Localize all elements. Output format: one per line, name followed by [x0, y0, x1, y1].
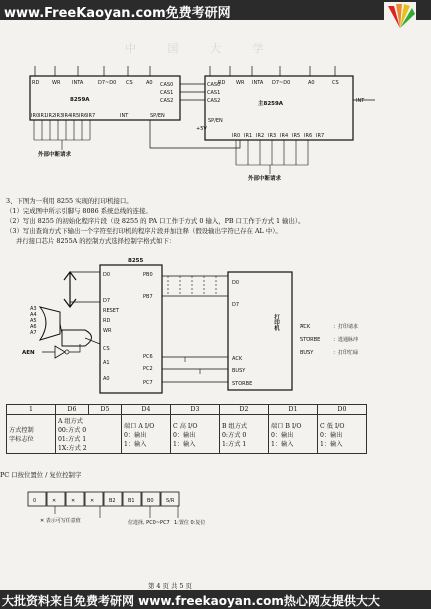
ppi-left-pin: CS — [103, 346, 110, 352]
ppi-right-pin: PC2 — [143, 366, 153, 372]
cascade-8259-diagram — [0, 60, 431, 190]
table-cell: A 组方式 00:方式 0 01:方式 1 1X:方式 2 — [56, 415, 122, 454]
ppi-right-pin: PB0 — [143, 272, 153, 278]
left-chip-cas-pin: CAS2 — [160, 98, 174, 104]
watermark-text: 中 国 大 学 — [125, 42, 278, 55]
table-cell: 端口 B I/O 0：输出 1：输入 — [269, 415, 318, 454]
left-chip-top-pin: A0 — [146, 80, 153, 86]
right-chip-spen: SP/EN — [208, 118, 223, 124]
left-chip-bottom-pin: IR6 — [79, 113, 88, 119]
pc-note-mid: 位选择, PC0~PC7 — [128, 520, 170, 526]
bottom-banner-text: 大批资料来自免费考研网 www.freekaoyan.com热心网友提供大大 — [2, 594, 380, 608]
legend-signal: ACK — [300, 324, 311, 330]
vcc-label: +5V — [196, 126, 207, 132]
table-cell: C 高 I/O 0：输出 1：输入 — [171, 415, 220, 454]
chip-8255-name: 8255 — [128, 258, 144, 264]
right-chip-bottom-pin: IR0 — [232, 133, 241, 139]
ppi-left-pin: A1 — [103, 360, 110, 366]
printer-pin: BUSY — [232, 368, 246, 374]
section-3-text — [6, 196, 426, 246]
table-cell: C 低 I/O 0：输出 1：输入 — [318, 415, 367, 454]
table-header-cell: D2 — [220, 405, 269, 415]
legend-description: ：打印忙碌 — [333, 350, 359, 356]
printer-pin: D7 — [232, 302, 240, 308]
right-chip-cas-pin: CAS1 — [207, 90, 221, 96]
right-chip-top-pin: INTA — [252, 80, 264, 86]
right-chip-bottom-pin: IR1 — [244, 133, 253, 139]
control-word-table — [6, 404, 367, 454]
left-chip-cas-pin: CAS0 — [160, 82, 174, 88]
legend-signal: STORBE — [300, 337, 321, 343]
legend-signal: BUSY — [300, 350, 314, 356]
ppi-right-pin: PC6 — [143, 354, 153, 360]
legend-description: ：打印请求 — [333, 324, 359, 330]
ppi-right-pin: PC7 — [143, 380, 153, 386]
bit-cell-label: ✕ — [90, 498, 95, 504]
left-chip-top-pin: WR — [52, 80, 61, 86]
section-3-title: 3、下图为一利用 8255 实现的打印机接口。 — [6, 197, 133, 205]
table-header-cell: D3 — [171, 405, 220, 415]
table-header-cell: D6 — [56, 405, 89, 415]
address-input-label: A6 — [30, 324, 37, 330]
table-cell: 端口 A I/O 0：输出 1：输入 — [122, 415, 171, 454]
ppi-left-pin: RD — [103, 318, 111, 324]
ppi-left-pin: RESET — [103, 308, 120, 314]
bit-cell-label: ✕ — [71, 498, 76, 504]
bit-cell-label: B1 — [128, 498, 135, 504]
left-chip-bottom-pin: IR3 — [55, 113, 64, 119]
right-chip-top-pin: CS — [332, 80, 339, 86]
left-chip-bottom-pin: IR4 — [63, 113, 72, 119]
address-input-label: A3 — [30, 306, 37, 312]
printer-name: 打印机 — [273, 314, 279, 331]
pc-note-right: 1:置位 0:复位 — [174, 520, 206, 526]
address-input-label: A7 — [30, 330, 37, 336]
printer-pin: D0 — [232, 280, 240, 286]
bit-cell-label: B0 — [147, 498, 154, 504]
right-chip-top-pin: RD — [218, 80, 226, 86]
bit-cell — [28, 492, 46, 506]
question-3: （3）写出查询方式下输出一个字符至打印机的程序片段并加注释（假设输出字符已存在 AL 中）。 — [6, 227, 282, 235]
right-chip-cas-pin: CAS2 — [207, 98, 221, 104]
printer-pin: STORBE — [232, 381, 253, 387]
table-cell: 方式控制 字标志位 — [7, 415, 56, 454]
right-chip-name: 主8259A — [258, 101, 284, 107]
printer-pin: ACK — [232, 356, 243, 362]
left-chip-top-pin: RD — [32, 80, 40, 86]
right-ir-caption: 外部中断请求 — [248, 176, 282, 182]
table-header-cell: D0 — [318, 405, 367, 415]
ppi-right-pin: PB7 — [143, 294, 153, 300]
printer-interface-diagram — [0, 252, 431, 402]
left-chip-top-pin: CS — [126, 80, 133, 86]
left-chip-name: 8259A — [70, 97, 90, 103]
right-chip-top-pin: WR — [236, 80, 245, 86]
address-input-label: A4 — [30, 312, 37, 318]
ppi-left-pin: A0 — [103, 376, 110, 382]
header-banner — [0, 0, 431, 20]
left-chip-bottom-pin: IR2 — [47, 113, 56, 119]
pc-bit-control-diagram — [0, 484, 431, 544]
right-chip-cas-pin: CAS0 — [207, 82, 221, 88]
left-chip-bottom-pin: IR7 — [87, 113, 96, 119]
right-chip-bottom-pin: IR5 — [292, 133, 301, 139]
header-banner-text: www.FreeKaoyan.com免费考研网 — [4, 6, 231, 21]
left-chip-bottom-pin: IR1 — [39, 113, 48, 119]
left-chip-bottom-pin: SP/EN — [150, 113, 165, 119]
table-cell: B 组方式 0:方式 0 1:方式 1 — [220, 415, 269, 454]
left-chip-bottom-pin: IR0 — [31, 113, 40, 119]
bottom-banner — [0, 590, 431, 609]
table-header-cell: 1 — [7, 405, 56, 415]
pc-note-left: ✕ 表示可写任意值 — [40, 518, 81, 524]
left-chip-top-pin: D7~D0 — [98, 80, 117, 86]
right-chip-int: INT — [356, 98, 365, 104]
right-chip-bottom-pin: IR3 — [268, 133, 277, 139]
legend-description: ：选通脉冲 — [333, 337, 359, 343]
left-ir-caption: 外部中断请求 — [38, 152, 72, 158]
ppi-left-pin: D0 — [103, 272, 111, 278]
left-chip-bottom-pin: INT — [120, 113, 129, 119]
table-header-cell: D4 — [122, 405, 171, 415]
left-chip-bottom-pin: IR5 — [71, 113, 80, 119]
left-chip-top-pin: INTA — [72, 80, 84, 86]
bit-cell-label: B2 — [109, 498, 116, 504]
left-chip-cas-pin: CAS1 — [160, 90, 174, 96]
question-2: （2）写出 8255 的初始化程序片段（设 8255 的 PA 口工作于方式 0 输入，PB 口工作于方式 1 输出）。 — [6, 217, 305, 225]
question-1: （1）完成图中所示引脚与 8086 系统总线的连接。 — [6, 207, 152, 215]
page-footer: 第 4 页 共 5 页 — [148, 582, 192, 590]
bit-cell-label: S/R — [166, 498, 175, 504]
right-chip-bottom-pin: IR2 — [256, 133, 265, 139]
address-input-label: A5 — [30, 318, 37, 324]
ppi-left-pin: D7 — [103, 298, 111, 304]
ppi-left-pin: WR — [103, 328, 112, 334]
right-chip-bottom-pin: IR7 — [316, 133, 325, 139]
question-4: 并行接口芯片 8255A 的控制方式选择控制字格式如下： — [16, 237, 176, 245]
right-chip-top-pin: A0 — [308, 80, 315, 86]
table-header-cell: D5 — [89, 405, 122, 415]
site-logo-icon — [384, 2, 416, 30]
bit-cell-label: ✕ — [52, 498, 57, 504]
bit-cell-label: 0 — [33, 498, 37, 504]
pc-section-label: PC 口按位置位 / 复位控制字 — [0, 471, 82, 479]
aen-label: AEN — [22, 350, 35, 356]
right-chip-bottom-pin: IR6 — [304, 133, 313, 139]
right-chip-bottom-pin: IR4 — [280, 133, 289, 139]
table-header-cell: D1 — [269, 405, 318, 415]
right-chip-top-pin: D7~D0 — [272, 80, 291, 86]
